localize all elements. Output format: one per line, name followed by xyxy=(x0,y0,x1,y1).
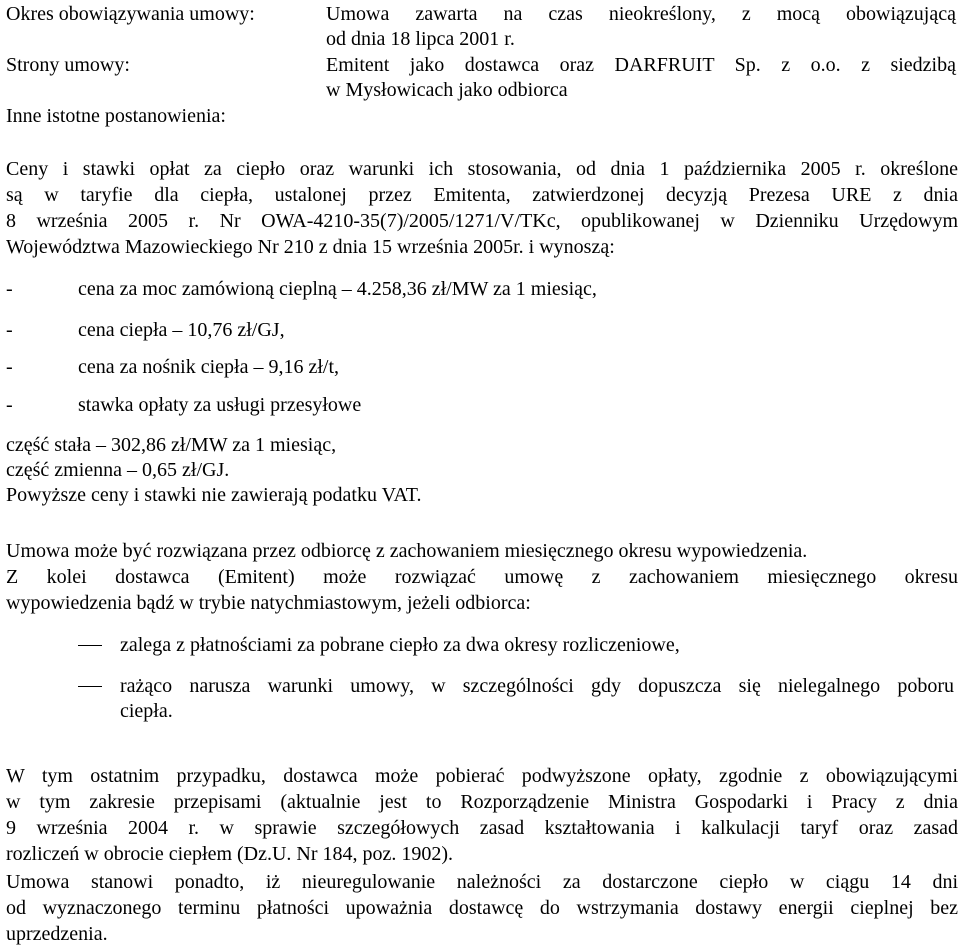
final-line: od wyznaczonego terminu płatności upoważnia dostawcę do wstrzymania dostawy energii cieplnej bez xyxy=(6,897,958,919)
final-line: Umowa stanowi ponadto, iż nieuregulowanie należności za dostarczone ciepło w ciągu 14 dni xyxy=(6,871,958,893)
final-line: w tym zakresie przepisami (aktualnie jest to Rozporządzenie Ministra Gospodarki i Pracy z dnia xyxy=(6,791,958,813)
tariff-line: Ceny i stawki opłat za ciepło oraz warunki ich stosowania, od dnia 1 października 2005 r. określone xyxy=(6,158,958,180)
vat-note: Powyższe ceny i stawki nie zawierają podatku VAT. xyxy=(6,484,422,506)
list-dash xyxy=(78,686,102,687)
final-line: uprzedzenia. xyxy=(6,923,108,945)
list-marker: - xyxy=(6,394,13,416)
termination-line: Z kolei dostawca (Emitent) może rozwiązać umowę z zachowaniem miesięcznego okresu xyxy=(6,566,958,588)
list-marker: - xyxy=(6,319,13,341)
list-marker: - xyxy=(6,278,13,300)
parties-value-line1: Emitent jako dostawca oraz DARFRUIT Sp. z o.o. z siedzibą xyxy=(326,54,956,76)
termination-condition: zalega z płatnościami za pobrane ciepło za dwa okresy rozliczeniowe, xyxy=(120,634,680,656)
termination-condition-cont: ciepła. xyxy=(120,700,173,722)
term-label: Okres obowiązywania umowy: xyxy=(6,3,255,25)
list-marker: - xyxy=(6,356,13,378)
variable-part: część zmienna – 0,65 zł/GJ. xyxy=(6,459,230,481)
parties-label: Strony umowy: xyxy=(6,54,130,76)
list-dash xyxy=(78,645,102,646)
termination-line: Umowa może być rozwiązana przez odbiorcę z zachowaniem miesięcznego okresu wypowiedzenia. xyxy=(6,540,808,562)
termination-line: wypowiedzenia bądź w trybie natychmiastowym, jeżeli odbiorca: xyxy=(6,592,531,614)
tariff-item: cena za moc zamówioną cieplną – 4.258,36 zł/MW za 1 miesiąc, xyxy=(78,278,597,300)
final-line: 9 września 2004 r. w sprawie szczegółowych zasad kształtowania i kalkulacji taryf oraz zasad xyxy=(6,817,958,839)
term-value-line1: Umowa zawarta na czas nieokreślony, z mocą obowiązującą xyxy=(326,3,956,25)
tariff-line: 8 września 2005 r. Nr OWA-4210-35(7)/2005/1271/V/TKc, opublikowanej w Dzienniku Urzędowym xyxy=(6,210,958,232)
fixed-part: część stała – 302,86 zł/MW za 1 miesiąc, xyxy=(6,434,337,456)
other-label: Inne istotne postanowienia: xyxy=(6,105,226,127)
parties-value-line2: w Mysłowicach jako odbiorca xyxy=(326,79,568,101)
termination-condition: rażąco narusza warunki umowy, w szczególności gdy dopuszcza się nielegalnego poboru xyxy=(120,675,954,697)
term-value-line2: od dnia 18 lipca 2001 r. xyxy=(326,28,515,50)
tariff-line: Województwa Mazowieckiego Nr 210 z dnia 15 września 2005r. i wynoszą: xyxy=(6,236,615,258)
tariff-item: stawka opłaty za usługi przesyłowe xyxy=(78,394,362,416)
final-line: W tym ostatnim przypadku, dostawca może pobierać podwyższone opłaty, zgodnie z obowiązującymi xyxy=(6,765,958,787)
final-line: rozliczeń w obrocie ciepłem (Dz.U. Nr 184, poz. 1902). xyxy=(6,843,454,865)
tariff-item: cena za nośnik ciepła – 9,16 zł/t, xyxy=(78,356,340,378)
tariff-item: cena ciepła – 10,76 zł/GJ, xyxy=(78,319,285,341)
tariff-line: są w taryfie dla ciepła, ustalonej przez Emitenta, zatwierdzonej decyzją Prezesa URE z dnia xyxy=(6,184,958,206)
